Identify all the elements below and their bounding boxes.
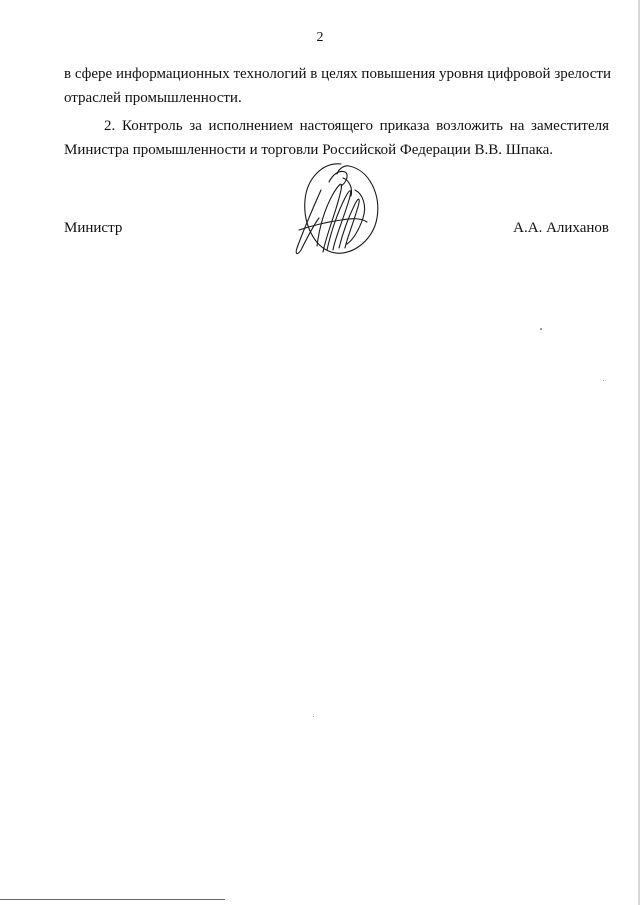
scan-speck — [540, 328, 542, 330]
handwritten-signature-icon — [283, 160, 383, 265]
scan-speck — [603, 380, 604, 381]
paragraph-1-line-2: отраслей промышленности. — [64, 90, 242, 106]
paragraph-1 — [64, 62, 612, 110]
page-number: 2 — [316, 30, 324, 45]
footer-rule — [0, 899, 225, 900]
paragraph-2-line-1: 2. Контроль за исполнением настоящего приказа возложить на заместителя — [104, 118, 609, 134]
paragraph-2 — [64, 114, 609, 162]
paragraph-2-line-2: Министра промышленности и торговли Российской Федерации В.В. Шпака. — [64, 142, 554, 158]
position-title: Министр — [64, 220, 123, 236]
signer-name: А.А. Алиханов — [513, 220, 609, 236]
paragraph-1-line-1: в сфере информационных технологий в целях повышения уровня цифровой зрелости — [64, 66, 612, 82]
scan-speck — [313, 716, 314, 717]
